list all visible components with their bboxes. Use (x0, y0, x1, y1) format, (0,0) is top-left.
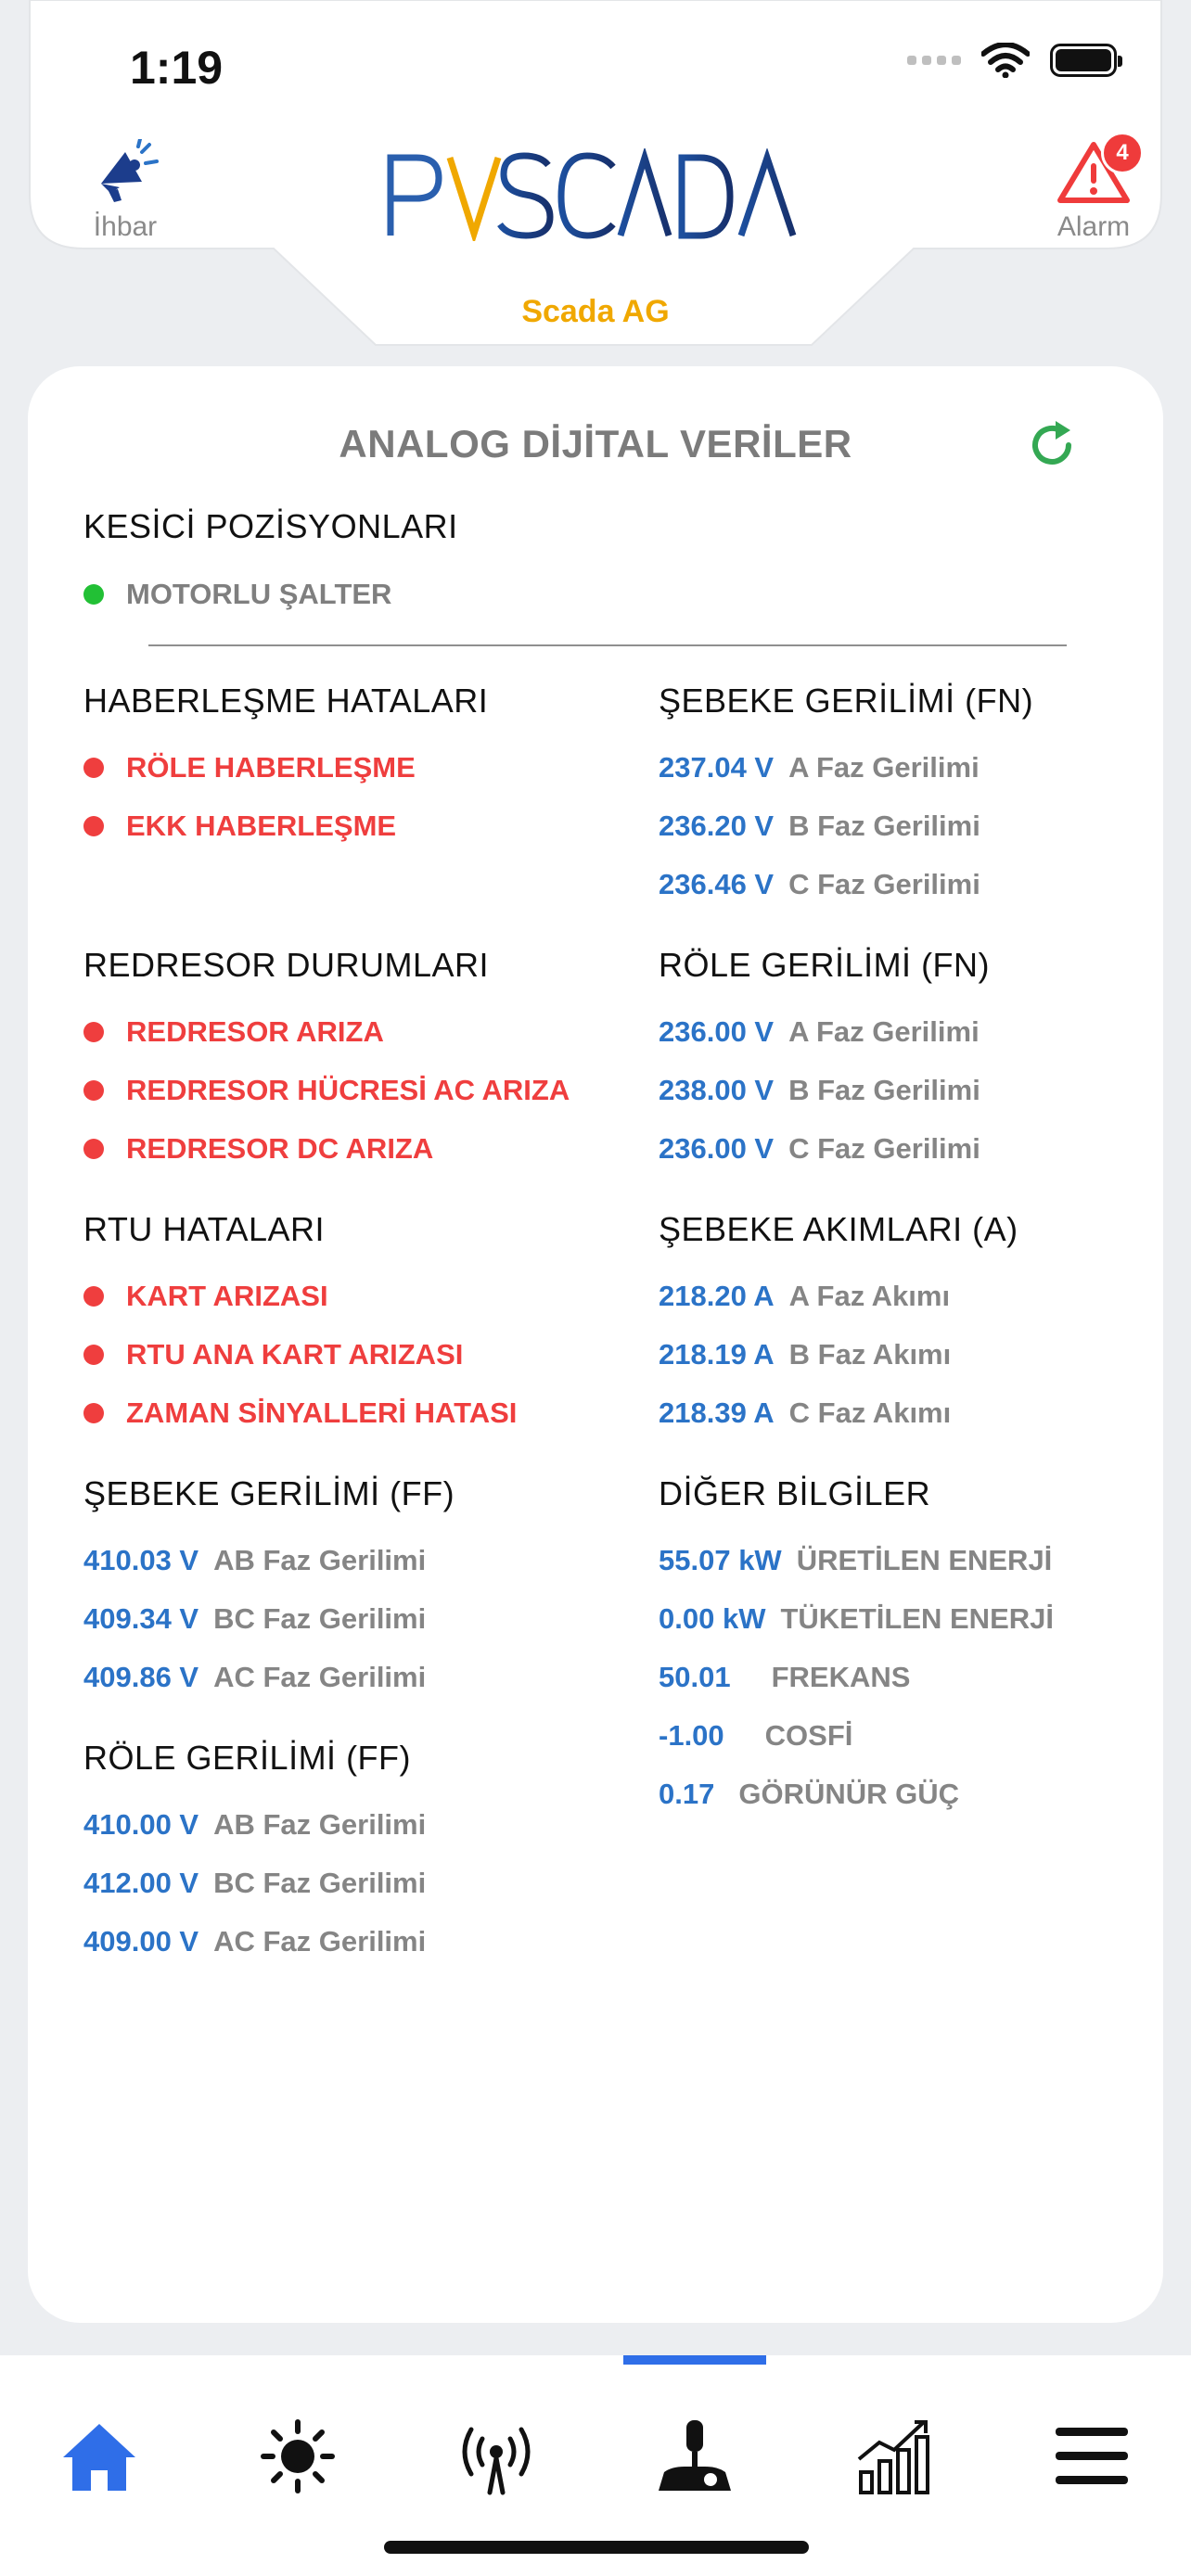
pvscada-logo (385, 148, 802, 241)
alarm-count-badge: 4 (1101, 132, 1144, 174)
value-text: 0.00 kW (659, 1602, 766, 1635)
list-item (83, 810, 396, 843)
list-item (659, 1602, 1054, 1636)
list-item (83, 1867, 426, 1900)
list-item (83, 1338, 463, 1371)
list-item (83, 1396, 517, 1430)
status-ok-dot (83, 584, 104, 605)
value-label: B Faz Gerilimi (788, 810, 980, 842)
cellular-signal-icon (907, 56, 961, 65)
error-label: REDRESOR ARIZA (126, 1015, 384, 1048)
value-text: 409.34 V (83, 1602, 199, 1635)
list-item (83, 1280, 328, 1313)
ihbar-button[interactable] (51, 139, 199, 243)
section-role-fn-title: RÖLE GERİLİMİ (FN) (659, 946, 991, 984)
value-label: FREKANS (771, 1661, 911, 1693)
battery-icon (1050, 44, 1117, 77)
value-label: BC Faz Gerilimi (213, 1602, 427, 1635)
value-label: B Faz Akımı (788, 1338, 952, 1371)
sun-icon[interactable] (256, 2415, 339, 2498)
alarm-button[interactable] (1019, 139, 1168, 243)
list-item (83, 1015, 384, 1049)
value-text: 238.00 V (659, 1074, 775, 1106)
list-item (659, 1015, 980, 1049)
joystick-icon[interactable] (653, 2415, 736, 2498)
value-label: ÜRETİLEN ENERJİ (796, 1544, 1053, 1576)
megaphone-icon (88, 139, 162, 206)
header (0, 0, 1191, 352)
list-item (659, 1778, 959, 1811)
list-item (659, 1544, 1052, 1577)
value-text: 410.00 V (83, 1808, 199, 1841)
alarm-label: Alarm (1057, 211, 1131, 242)
status-error-dot (83, 1139, 104, 1159)
value-label: AB Faz Gerilimi (213, 1544, 427, 1576)
section-diger-title: DİĞER BİLGİLER (659, 1474, 931, 1512)
home-indicator (384, 2541, 809, 2554)
value-text: 236.00 V (659, 1132, 775, 1165)
list-item (659, 1132, 980, 1166)
value-text: 50.01 (659, 1661, 731, 1693)
status-time: 1:19 (130, 42, 224, 94)
error-label: RÖLE HABERLEŞME (126, 751, 416, 784)
list-item (659, 1074, 980, 1107)
section-kesici-title: KESİCİ POZİSYONLARI (83, 507, 458, 545)
value-label: COSFİ (764, 1719, 853, 1752)
list-item (83, 1602, 426, 1636)
status-error-dot (83, 758, 104, 778)
section-rtu-title: RTU HATALARI (83, 1210, 326, 1248)
list-item (659, 751, 980, 784)
list-item (83, 1132, 433, 1166)
antenna-icon[interactable] (455, 2415, 538, 2498)
list-item (83, 1661, 426, 1694)
chart-icon[interactable] (852, 2415, 935, 2498)
error-label: EKK HABERLEŞME (126, 810, 397, 842)
value-label: GÖRÜNÜR GÜÇ (738, 1778, 960, 1810)
error-label: REDRESOR DC ARIZA (126, 1132, 434, 1165)
value-label: BC Faz Gerilimi (213, 1867, 427, 1899)
value-text: 236.00 V (659, 1015, 775, 1048)
error-label: ZAMAN SİNYALLERİ HATASI (126, 1396, 518, 1429)
value-text: 412.00 V (83, 1867, 199, 1899)
list-item (659, 1396, 951, 1430)
value-text: 409.00 V (83, 1925, 199, 1958)
list-item (83, 1544, 426, 1577)
value-label: B Faz Gerilimi (788, 1074, 980, 1106)
value-label: A Faz Gerilimi (788, 1015, 980, 1048)
value-text: 218.19 A (659, 1338, 775, 1371)
value-text: 410.03 V (83, 1544, 199, 1576)
divider (148, 644, 1067, 646)
section-redresor-title: REDRESOR DURUMLARI (83, 946, 490, 984)
value-label: AB Faz Gerilimi (213, 1808, 427, 1841)
value-label: TÜKETİLEN ENERJİ (780, 1602, 1054, 1635)
home-icon[interactable] (58, 2415, 141, 2498)
list-item (83, 751, 416, 784)
value-text: 218.20 A (659, 1280, 775, 1312)
list-item (659, 1661, 910, 1694)
wifi-icon (981, 43, 1030, 78)
value-text: 218.39 A (659, 1396, 775, 1429)
value-text: 237.04 V (659, 751, 775, 784)
kesici-label: MOTORLU ŞALTER (126, 578, 392, 610)
error-label: REDRESOR HÜCRESİ AC ARIZA (126, 1074, 570, 1106)
status-icons (907, 43, 1117, 78)
ihbar-label: İhbar (93, 211, 158, 242)
value-text: 55.07 kW (659, 1544, 782, 1576)
card-title: ANALOG DİJİTAL VERİLER (339, 422, 852, 465)
section-sebeke-fn-title: ŞEBEKE GERİLİMİ (FN) (659, 682, 1034, 720)
list-item (83, 578, 391, 611)
site-name: Scada AG (521, 294, 670, 329)
error-label: RTU ANA KART ARIZASI (126, 1338, 464, 1371)
value-label: AC Faz Gerilimi (213, 1661, 427, 1693)
value-label: C Faz Gerilimi (788, 868, 980, 900)
list-item (83, 1074, 570, 1107)
section-haberlesme-title: HABERLEŞME HATALARI (83, 682, 489, 720)
status-error-dot (83, 1286, 104, 1307)
list-item (659, 868, 980, 901)
refresh-icon[interactable] (1024, 417, 1080, 473)
list-item (83, 1925, 426, 1958)
status-error-dot (83, 1080, 104, 1101)
value-label: C Faz Gerilimi (788, 1132, 980, 1165)
section-sebeke-ff-title: ŞEBEKE GERİLİMİ (FF) (83, 1474, 455, 1512)
section-sebeke-akim-title: ŞEBEKE AKIMLARI (A) (659, 1210, 1018, 1248)
value-text: 236.46 V (659, 868, 775, 900)
error-label: KART ARIZASI (126, 1280, 328, 1312)
analog-digital-card (28, 366, 1163, 2323)
value-text: 236.20 V (659, 810, 775, 842)
value-text: -1.00 (659, 1719, 724, 1752)
status-error-dot (83, 816, 104, 836)
value-label: AC Faz Gerilimi (213, 1925, 427, 1958)
list-item (83, 1808, 426, 1842)
menu-icon[interactable] (1050, 2415, 1133, 2498)
status-error-dot (83, 1022, 104, 1042)
list-item (659, 1338, 951, 1371)
value-label: A Faz Akımı (788, 1280, 951, 1312)
value-text: 0.17 (659, 1778, 715, 1810)
list-item (659, 1280, 950, 1313)
section-role-ff-title: RÖLE GERİLİMİ (FF) (83, 1739, 412, 1777)
value-label: A Faz Gerilimi (788, 751, 980, 784)
status-error-dot (83, 1345, 104, 1365)
list-item (659, 1719, 852, 1753)
list-item (659, 810, 980, 843)
nav-active-indicator (623, 2355, 766, 2365)
status-error-dot (83, 1403, 104, 1423)
value-label: C Faz Akımı (788, 1396, 952, 1429)
value-text: 409.86 V (83, 1661, 199, 1693)
